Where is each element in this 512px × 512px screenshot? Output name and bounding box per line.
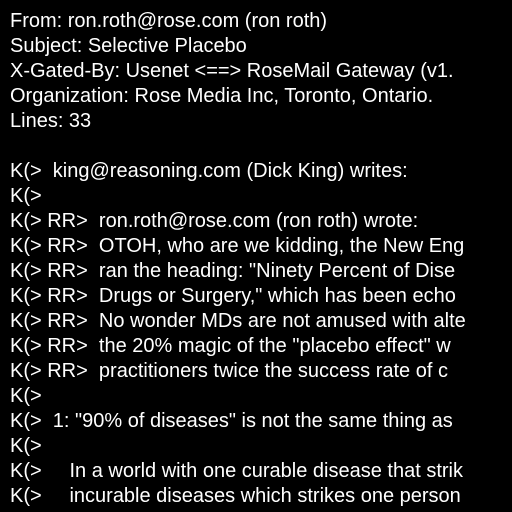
body-line: K(> RR> Drugs or Surgery," which has been echo [10,285,456,307]
body-line: K(> [10,185,42,207]
body-line: K(> In a world with one curable disease that strik [10,460,463,482]
header-organization: Organization: Rose Media Inc, Toronto, Ontario. [10,85,434,107]
body-line: K(> [10,435,42,457]
header-lines: Lines: 33 [10,110,92,132]
body-line: K(> RR> OTOH, who are we kidding, the New Eng [10,235,465,257]
body-line: K(> RR> ron.roth@rose.com (ron roth) wrote: [10,210,419,232]
header-subject: Subject: Selective Placebo [10,35,247,57]
body-line: K(> king@reasoning.com (Dick King) writes: [10,160,408,182]
header-from: From: ron.roth@rose.com (ron roth) [10,10,328,32]
body-line: K(> incurable diseases which strikes one person [10,485,461,507]
body-line: K(> RR> No wonder MDs are not amused with alte [10,310,466,332]
body-line: K(> RR> ran the heading: "Ninety Percent of Dise [10,260,456,282]
body-line: K(> 1: "90% of diseases" is not the same thing as [10,410,453,432]
message-body [10,159,512,509]
header-x-gated-by: X-Gated-By: Usenet <==> RoseMail Gateway (v1. [10,60,454,82]
body-line: K(> RR> practitioners twice the success rate of c [10,360,448,382]
message-headers [10,9,512,134]
body-line: K(> [10,385,42,407]
body-line: K(> RR> the 20% magic of the "placebo effect" w [10,335,451,357]
